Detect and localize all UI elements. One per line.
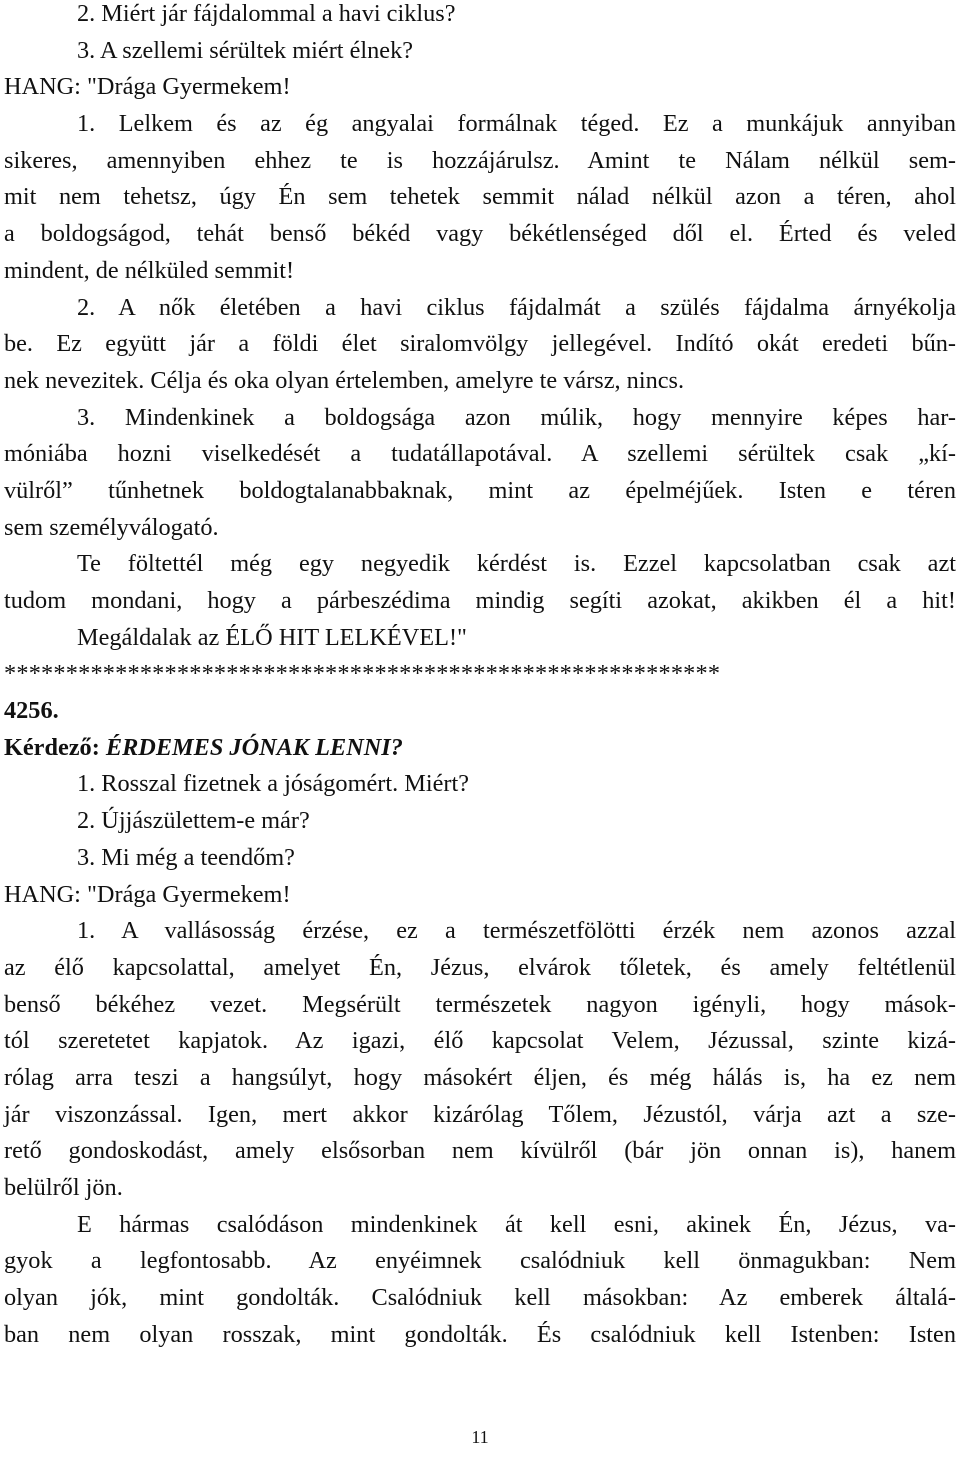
entry-number: 4256. <box>4 697 59 725</box>
blessing-line: Megáldalak az ÉLŐ HIT LELKÉVEL!" <box>77 623 467 651</box>
new-question-3: 3. Mi még a teendőm? <box>77 843 295 871</box>
page-text <box>4 0 956 1353</box>
answer-2-line-2: be. Ez együtt jár a földi élet siralomvölgy jellegével. Indító okát eredeti bűn- <box>4 330 956 358</box>
reply-1-line-5: rólag arra teszi a hangsúlyt, hogy másokért éljen, és még hálás is, ha ez nem <box>4 1063 956 1091</box>
answer-3-line-4: sem személyválogató. <box>4 513 219 541</box>
reply-2-line-4: ban nem olyan rosszak, mint gondolták. És csalódniuk kell Istenben: Isten <box>4 1320 956 1348</box>
answer-1-line-2: sikeres, amennyiben ehhez te is hozzájárulsz. Amint te Nálam nélkül sem- <box>4 146 956 174</box>
answer-3-line-2: móniába hozni viselkedését a tudatállapotával. A szellemi sérültek csak „kí- <box>4 440 956 468</box>
answer-1-line-4: a boldogságod, tehát benső békéd vagy békétlenséged dől el. Érted és veled <box>4 220 956 248</box>
entry-heading <box>4 730 956 767</box>
new-question-1: 1. Rosszal fizetnek a jóságomért. Miért? <box>77 770 470 798</box>
answer-3-line-1: 3. Mindenkinek a boldogsága azon múlik, hogy mennyire képes har- <box>77 403 956 431</box>
questioner-label: Kérdező: <box>4 733 100 761</box>
answer-2-line-1: 2. A nők életében a havi ciklus fájdalmát a szülés fájdalma árnyékolja <box>77 293 956 321</box>
reply-1-line-3: benső békéhez vezet. Megsérült természetek nagyon igényli, hogy mások- <box>4 990 956 1018</box>
reply-2-line-1: E hármas csalódáson mindenkinek át kell esni, akinek Én, Jézus, va- <box>77 1210 956 1238</box>
reply-1-line-6: jár viszonzással. Igen, mert akkor kizárólag Tőlem, Jézustól, várja azt a sze- <box>4 1100 956 1128</box>
hang-greeting-1: HANG: "Drága Gyermekem! <box>4 73 291 101</box>
reply-2-line-2: gyok a legfontosabb. Az enyéimnek csalódniuk kell önmagukban: Nem <box>4 1247 956 1275</box>
reply-1-line-4: tól szeretetet kapjatok. Az igazi, élő kapcsolat Velem, Jézussal, szinte kizá- <box>4 1027 956 1055</box>
reply-1-line-1: 1. A vallásosság érzése, ez a természetfölötti érzék nem azonos azzal <box>77 917 956 945</box>
question-title: ÉRDEMES JÓNAK LENNI? <box>105 733 403 761</box>
answer-3-line-3: vülről” tűnhetnek boldogtalanabbaknak, mint az épelméjűek. Isten e téren <box>4 476 956 504</box>
reply-2-line-3: olyan jók, mint gondolták. Csalódniuk kell másokban: Az emberek általá- <box>4 1284 956 1312</box>
answer-1-line-3: mit nem tehetsz, úgy Én sem tehetek semmit nálad nélkül azon a téren, ahol <box>4 183 956 211</box>
reply-1-line-7: rető gondoskodást, amely elsősorban nem kívülről (bár jön onnan is), hanem <box>4 1137 956 1165</box>
answer-1-line-1: 1. Lelkem és az ég angyalai formálnak téged. Ez a munkájuk annyiban <box>77 110 956 138</box>
reply-1-line-2: az élő kapcsolattal, amelyet Én, Jézus, elvárok tőletek, és amely feltétlenül <box>4 953 956 981</box>
answer-2-line-3: nek nevezitek. Célja és oka olyan értelemben, amelyre te vársz, nincs. <box>4 366 685 394</box>
fourth-question-line-1: Te föltettél még egy negyedik kérdést is. Ezzel kapcsolatban csak azt <box>77 550 956 578</box>
hang-greeting-2: HANG: "Drága Gyermekem! <box>4 880 291 908</box>
question-2: 2. Miért jár fájdalommal a havi ciklus? <box>77 0 456 27</box>
answer-1-line-5: mindent, de nélküled semmit! <box>4 256 295 284</box>
question-3: 3. A szellemi sérültek miért élnek? <box>77 36 414 64</box>
separator: ********************************************************** <box>4 660 721 688</box>
new-question-2: 2. Újjászülettem-e már? <box>77 807 310 835</box>
reply-1-line-8: belülről jön. <box>4 1174 123 1201</box>
page-number: 11 <box>471 1427 489 1447</box>
fourth-question-line-2: tudom mondani, hogy a párbeszédima mindig segíti azokat, akikben él a hit! <box>4 587 956 614</box>
